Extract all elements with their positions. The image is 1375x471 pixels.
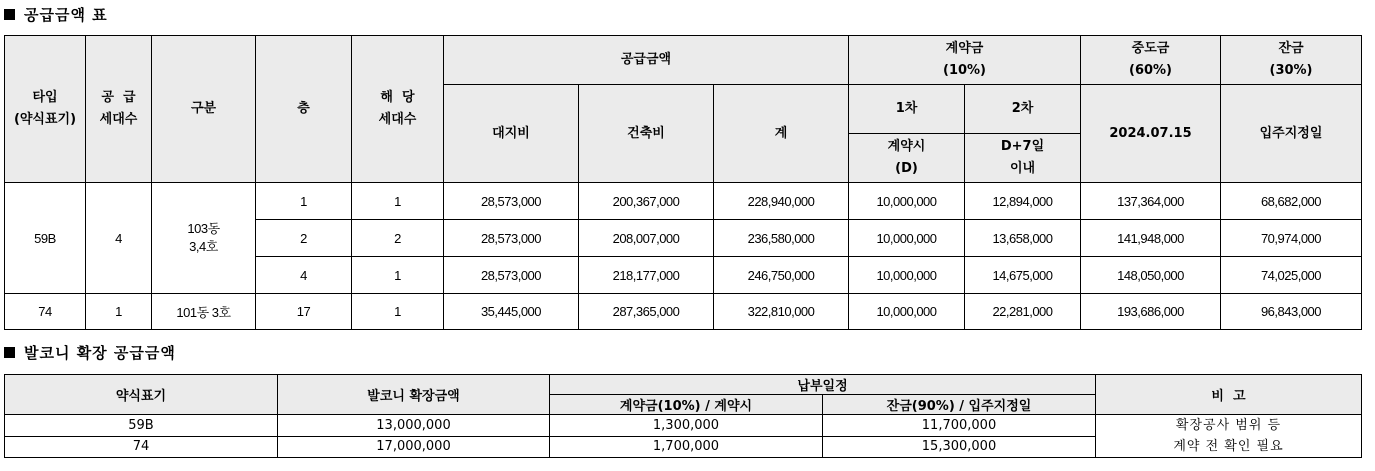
building-cell: 208,007,000 bbox=[579, 220, 714, 257]
total-cell: 236,580,000 bbox=[714, 220, 849, 257]
second-cell: 14,675,000 bbox=[965, 257, 1081, 294]
floor-cell: 2 bbox=[256, 220, 352, 257]
division-cell: 103동 3,4호 bbox=[152, 183, 256, 294]
amount-cell: 17,000,000 bbox=[278, 436, 550, 458]
balance-cell: 70,974,000 bbox=[1221, 220, 1362, 257]
units-cell: 1 bbox=[86, 294, 152, 330]
applicable-units-cell: 1 bbox=[352, 183, 444, 220]
type-cell: 59B bbox=[5, 183, 86, 294]
section-title-text: 공급금액 표 bbox=[24, 6, 108, 24]
header-middle-date: 2024.07.15 bbox=[1081, 85, 1221, 183]
building-cell: 200,367,000 bbox=[579, 183, 714, 220]
first-cell: 10,000,000 bbox=[849, 220, 965, 257]
header-floor: 층 bbox=[256, 36, 352, 183]
middle-cell: 148,050,000 bbox=[1081, 257, 1221, 294]
balance-cell: 11,700,000 bbox=[823, 415, 1096, 437]
floor-cell: 1 bbox=[256, 183, 352, 220]
table-row bbox=[5, 183, 1362, 220]
header-contract: 계약금(10%) / 계약시 bbox=[550, 395, 823, 415]
balcony-price-table bbox=[4, 374, 1362, 458]
remarks-cell: 확장공사 범위 등 계약 전 확인 필요 bbox=[1096, 415, 1362, 458]
header-contract: 계약금 (10%) bbox=[849, 36, 1081, 85]
header-balance: 잔금 (30%) bbox=[1221, 36, 1362, 85]
header-first: 1차 bbox=[849, 85, 965, 134]
units-cell: 4 bbox=[86, 183, 152, 294]
balance-cell: 96,843,000 bbox=[1221, 294, 1362, 330]
total-cell: 246,750,000 bbox=[714, 257, 849, 294]
header-abbr: 약식표기 bbox=[5, 375, 278, 415]
header-division: 구분 bbox=[152, 36, 256, 183]
table-row bbox=[5, 415, 1362, 437]
land-cell: 35,445,000 bbox=[444, 294, 579, 330]
land-cell: 28,573,000 bbox=[444, 257, 579, 294]
second-cell: 12,894,000 bbox=[965, 183, 1081, 220]
header-middle-payment: 중도금 (60%) bbox=[1081, 36, 1221, 85]
middle-cell: 193,686,000 bbox=[1081, 294, 1221, 330]
middle-cell: 141,948,000 bbox=[1081, 220, 1221, 257]
type-cell: 74 bbox=[5, 294, 86, 330]
header-remarks: 비 고 bbox=[1096, 375, 1362, 415]
total-cell: 228,940,000 bbox=[714, 183, 849, 220]
table-row bbox=[5, 294, 1362, 330]
applicable-units-cell: 1 bbox=[352, 294, 444, 330]
applicable-units-cell: 1 bbox=[352, 257, 444, 294]
balance-cell: 68,682,000 bbox=[1221, 183, 1362, 220]
floor-cell: 17 bbox=[256, 294, 352, 330]
first-cell: 10,000,000 bbox=[849, 294, 965, 330]
header-total: 계 bbox=[714, 85, 849, 183]
abbr-cell: 74 bbox=[5, 436, 278, 458]
supply-price-section-title bbox=[4, 4, 108, 25]
balance-cell: 15,300,000 bbox=[823, 436, 1096, 458]
division-cell: 101동 3호 bbox=[152, 294, 256, 330]
header-supply-units: 공 급 세대수 bbox=[86, 36, 152, 183]
square-bullet-icon bbox=[4, 9, 15, 20]
building-cell: 287,365,000 bbox=[579, 294, 714, 330]
second-cell: 13,658,000 bbox=[965, 220, 1081, 257]
header-land: 대지비 bbox=[444, 85, 579, 183]
header-second: 2차 bbox=[965, 85, 1081, 134]
abbr-cell: 59B bbox=[5, 415, 278, 437]
second-cell: 22,281,000 bbox=[965, 294, 1081, 330]
applicable-units-cell: 2 bbox=[352, 220, 444, 257]
header-type: 타입 (약식표기) bbox=[5, 36, 86, 183]
header-second-when: D+7일 이내 bbox=[965, 134, 1081, 183]
middle-cell: 137,364,000 bbox=[1081, 183, 1221, 220]
header-balance-when: 입주지정일 bbox=[1221, 85, 1362, 183]
supply-price-table bbox=[4, 35, 1362, 330]
header-applicable-units: 해 당 세대수 bbox=[352, 36, 444, 183]
first-cell: 10,000,000 bbox=[849, 257, 965, 294]
amount-cell: 13,000,000 bbox=[278, 415, 550, 437]
contract-cell: 1,300,000 bbox=[550, 415, 823, 437]
contract-cell: 1,700,000 bbox=[550, 436, 823, 458]
square-bullet-icon bbox=[4, 347, 15, 358]
balance-cell: 74,025,000 bbox=[1221, 257, 1362, 294]
balcony-section-title bbox=[4, 342, 176, 363]
header-schedule: 납부일정 bbox=[550, 375, 1096, 395]
land-cell: 28,573,000 bbox=[444, 183, 579, 220]
first-cell: 10,000,000 bbox=[849, 183, 965, 220]
header-amount: 발코니 확장금액 bbox=[278, 375, 550, 415]
total-cell: 322,810,000 bbox=[714, 294, 849, 330]
header-balance: 잔금(90%) / 입주지정일 bbox=[823, 395, 1096, 415]
header-supply-price: 공급금액 bbox=[444, 36, 849, 85]
header-building: 건축비 bbox=[579, 85, 714, 183]
land-cell: 28,573,000 bbox=[444, 220, 579, 257]
floor-cell: 4 bbox=[256, 257, 352, 294]
section-title-text: 발코니 확장 공급금액 bbox=[24, 344, 176, 362]
header-first-when: 계약시 (D) bbox=[849, 134, 965, 183]
building-cell: 218,177,000 bbox=[579, 257, 714, 294]
